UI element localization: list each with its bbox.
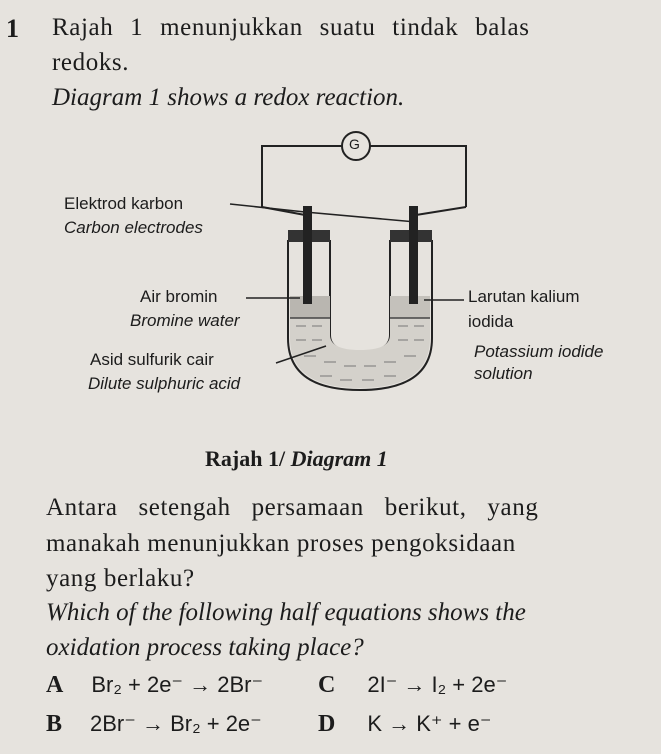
intro-english-line: Diagram 1 shows a redox reaction. [52,84,405,111]
galvanometer-label: G [349,136,360,152]
prompt-malay-line-2: manakah menunjukkan proses pengoksidaan [46,530,516,557]
option-d-letter: D [318,711,336,737]
prompt-english-line-1: Which of the following half equations shows the [46,599,526,626]
label-electrode-english: Carbon electrodes [64,218,203,237]
option-b-equation: 2Br⁻ → Br₂ + 2e⁻ [90,711,262,736]
option-d-equation: K → K⁺ + e⁻ [367,711,492,736]
label-acid-malay: Asid sulfurik cair [90,350,214,369]
label-ki-english-2: solution [474,364,533,383]
option-b-letter: B [46,711,63,737]
intro-malay-line-1: Rajah 1 menunjukkan suatu tindak balas [52,14,530,41]
prompt-english-line-2: oxidation process taking place? [46,634,364,661]
option-c[interactable] [318,672,507,699]
question-number: 1 [6,14,19,43]
diagram-caption [205,446,388,472]
label-acid-english: Dilute sulphuric acid [88,374,241,393]
label-ki-english-1: Potassium iodide [474,342,604,361]
caption-malay: Rajah 1/ [205,446,286,471]
right-carbon-electrode [409,206,418,304]
option-c-letter: C [318,672,336,698]
option-a-equation: Br₂ + 2e⁻ → 2Br⁻ [91,672,264,697]
label-bromine-english: Bromine water [130,311,240,330]
option-a-letter: A [46,672,64,698]
label-ki-malay-2: iodida [468,312,514,331]
intro-malay-line-2: redoks. [52,49,130,76]
prompt-malay-line-1: Antara setengah persamaan berikut, yang [46,494,539,521]
label-electrode-malay: Elektrod karbon [64,194,184,213]
label-bromine-malay: Air bromin [140,287,218,306]
prompt-malay-line-3: yang berlaku? [46,565,195,592]
option-a[interactable] [46,672,263,699]
caption-english: Diagram 1 [290,446,388,471]
option-b[interactable] [46,711,262,738]
option-c-equation: 2I⁻ → I₂ + 2e⁻ [367,672,508,697]
left-carbon-electrode [303,206,312,304]
option-d[interactable] [318,711,491,738]
dilute-sulphuric-acid [290,318,430,388]
label-ki-malay-1: Larutan kalium [468,287,580,306]
